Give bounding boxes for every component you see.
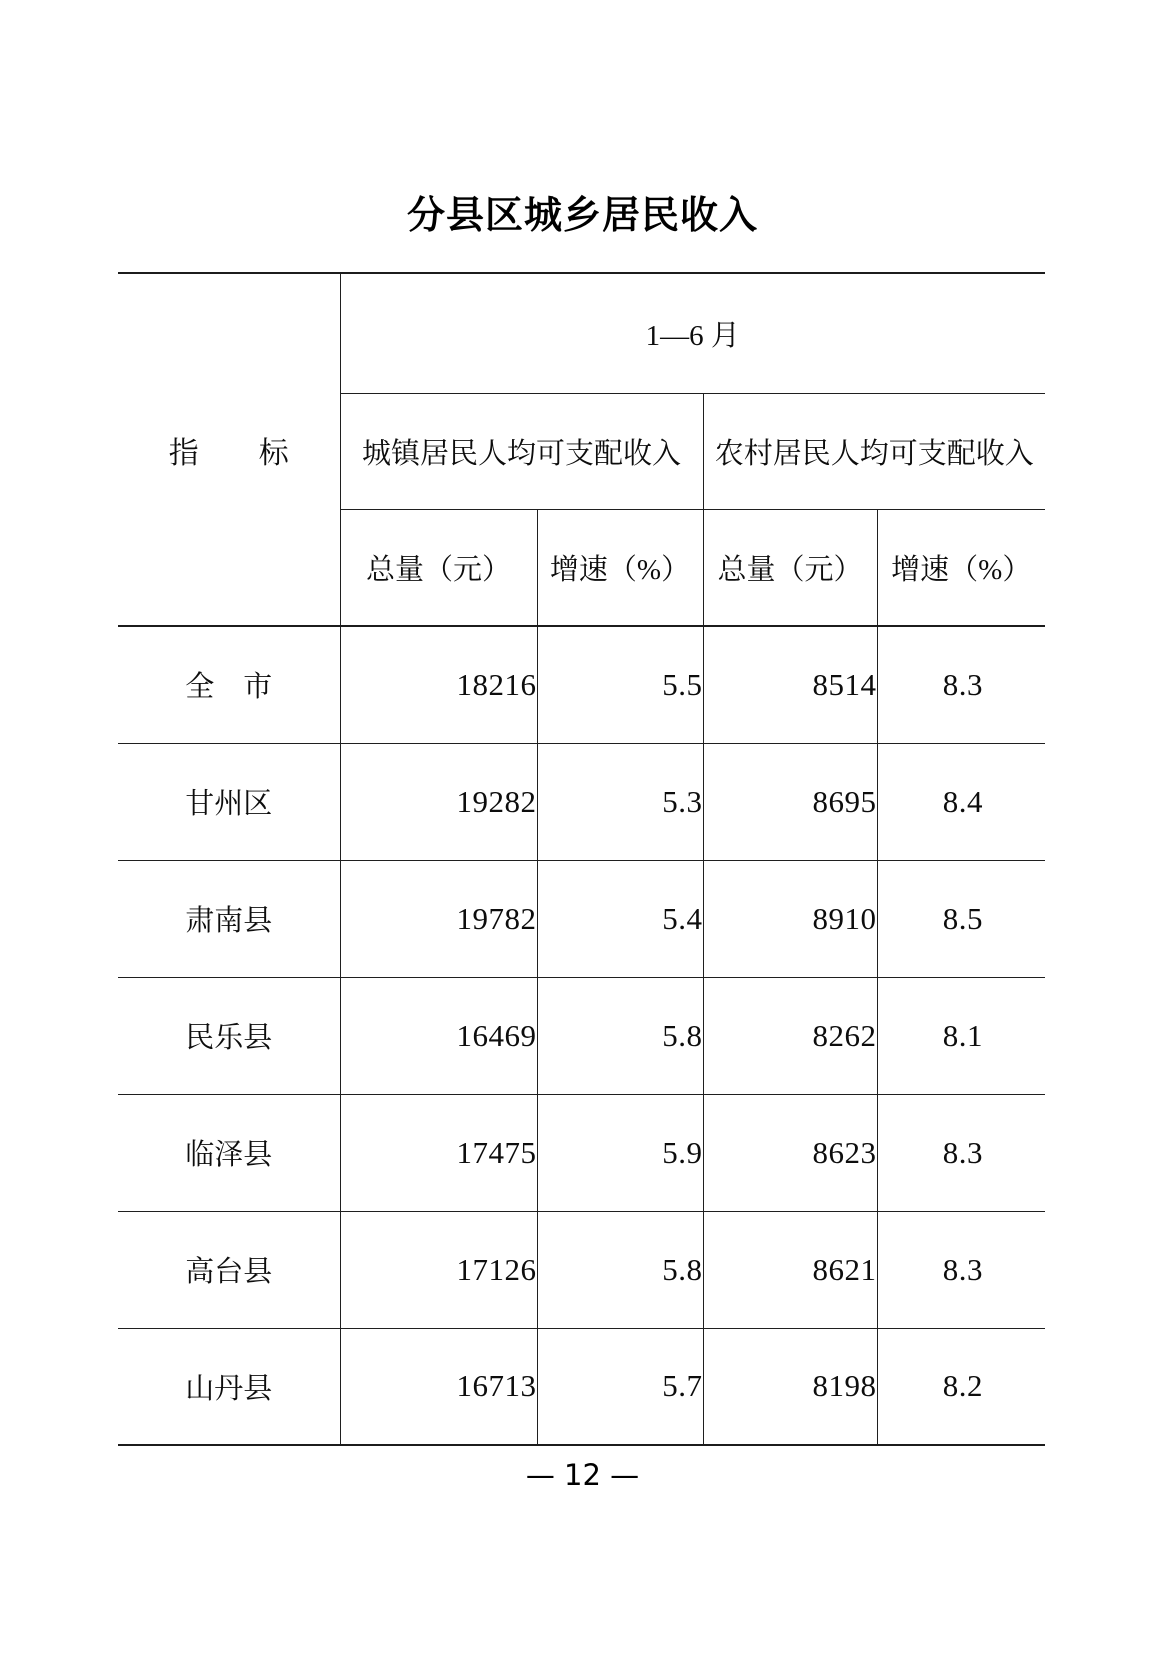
page-number: — 12 —: [525, 1458, 640, 1492]
urban-total-cell: 16713: [340, 1328, 537, 1445]
table-row: [118, 1094, 1045, 1211]
row-label: 高台县: [118, 1211, 340, 1328]
urban-growth-cell: 5.4: [537, 860, 703, 977]
rural-growth-cell: 8.3: [877, 1094, 1045, 1211]
urban-total-cell: 19782: [340, 860, 537, 977]
rural-growth-cell: 8.4: [877, 743, 1045, 860]
urban-growth-cell: 5.8: [537, 1211, 703, 1328]
urban-growth-cell: 5.3: [537, 743, 703, 860]
income-table: [118, 272, 1045, 1446]
table-header: [118, 273, 1045, 626]
table-body: [118, 626, 1045, 1445]
row-label: 肃南县: [118, 860, 340, 977]
urban-total-cell: 16469: [340, 977, 537, 1094]
table-row: [118, 1211, 1045, 1328]
rural-growth-cell: 8.3: [877, 1211, 1045, 1328]
period-header-cell: 1—6 月: [340, 273, 1045, 393]
urban-growth-cell: 5.9: [537, 1094, 703, 1211]
table-row: [118, 860, 1045, 977]
row-label: 临泽县: [118, 1094, 340, 1211]
rural-total-cell: 8262: [703, 977, 877, 1094]
rural-total-cell: 8623: [703, 1094, 877, 1211]
indicator-header-cell: 指 标: [118, 273, 340, 626]
rural-group-header-cell: 农村居民人均可支配收入: [703, 393, 1045, 509]
rural-total-cell: 8621: [703, 1211, 877, 1328]
header-row-period: [118, 273, 1045, 393]
urban-group-header-cell: 城镇居民人均可支配收入: [340, 393, 703, 509]
urban-total-cell: 17126: [340, 1211, 537, 1328]
rural-total-cell: 8514: [703, 626, 877, 743]
row-label: 甘州区: [118, 743, 340, 860]
rural-total-cell: 8198: [703, 1328, 877, 1445]
rural-total-header-cell: 总量（元）: [703, 509, 877, 626]
row-label: 全 市: [118, 626, 340, 743]
rural-growth-cell: 8.5: [877, 860, 1045, 977]
rural-growth-cell: 8.2: [877, 1328, 1045, 1445]
row-label: 民乐县: [118, 977, 340, 1094]
row-label: 山丹县: [118, 1328, 340, 1445]
rural-total-cell: 8910: [703, 860, 877, 977]
table-row: [118, 1328, 1045, 1445]
urban-growth-header-cell: 增速（%）: [537, 509, 703, 626]
urban-total-header-cell: 总量（元）: [340, 509, 537, 626]
urban-total-cell: 17475: [340, 1094, 537, 1211]
table-row: [118, 977, 1045, 1094]
urban-growth-cell: 5.7: [537, 1328, 703, 1445]
urban-growth-cell: 5.5: [537, 626, 703, 743]
rural-total-cell: 8695: [703, 743, 877, 860]
table-row: [118, 626, 1045, 743]
table-row: [118, 743, 1045, 860]
rural-growth-header-cell: 增速（%）: [877, 509, 1045, 626]
urban-total-cell: 19282: [340, 743, 537, 860]
urban-total-cell: 18216: [340, 626, 537, 743]
page-title: 分县区城乡居民收入: [406, 195, 758, 237]
rural-growth-cell: 8.1: [877, 977, 1045, 1094]
rural-growth-cell: 8.3: [877, 626, 1045, 743]
urban-growth-cell: 5.8: [537, 977, 703, 1094]
